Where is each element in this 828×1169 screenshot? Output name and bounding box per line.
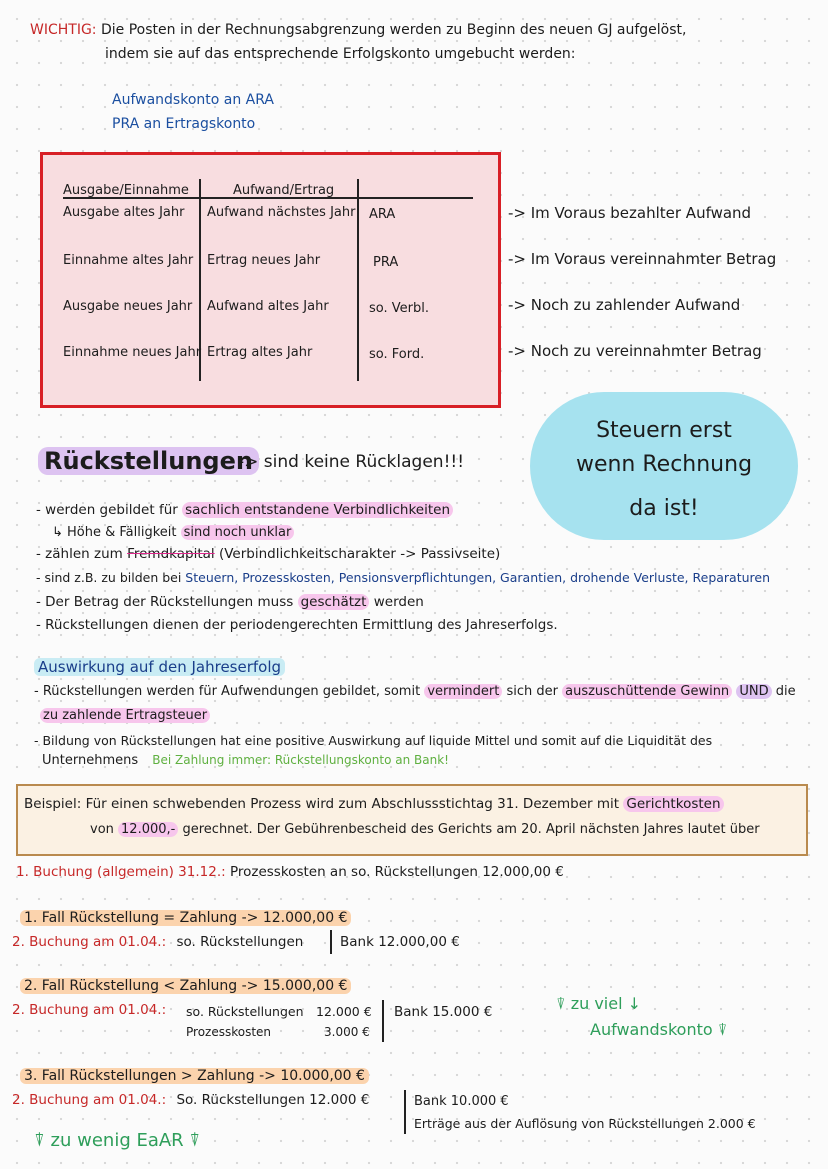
table-header-2: Aufwand/Ertrag (233, 183, 335, 198)
table-cell: Aufwand altes Jahr (207, 299, 329, 314)
row-note: -> Im Voraus vereinnahmter Betrag (508, 250, 777, 268)
cloud-line-2: wenn Rechnung (575, 452, 753, 477)
table-cell: ARA (369, 207, 396, 222)
case-title-text: 1. Fall Rückstellung = Zahlung -> 12.000,00 € (20, 910, 351, 926)
case-2-note-1 (556, 994, 641, 1014)
table-cell: so. Ford. (369, 347, 425, 362)
case-3-booking (12, 1092, 369, 1108)
booking-divider (330, 930, 332, 954)
important-line-2: indem sie auf das entsprechende Erfolgskonto umgebucht werden: (105, 46, 576, 62)
paragraph-text: sich der (506, 684, 558, 699)
highlight: 12.000,- (118, 822, 178, 837)
case-2-debit-1: so. Rückstellungen (186, 1004, 304, 1019)
example-text: gerechnet. Der Gebührenbescheid des Gerichts am 20. April nächsten Jahres lautet über (182, 822, 760, 837)
case-1-booking (12, 934, 303, 950)
effect-paragraph-2: - Bildung von Rückstellungen hat eine positive Auswirkung auf liquide Mittel und somit auf die Liquidität des (34, 733, 713, 748)
table-cell: Ertrag altes Jahr (207, 345, 313, 360)
bullet-3 (36, 570, 770, 585)
example-text: von (90, 822, 114, 837)
booking-label: 1. Buchung (allgemein) 31.12.: (16, 864, 226, 880)
table-cell: Einnahme neues Jahr (63, 345, 202, 360)
example-line-1 (24, 796, 724, 812)
bullet-text: werden (373, 594, 424, 610)
highlight: auszuschüttende Gewinn (562, 684, 732, 699)
case-3-credit-2: Erträge aus der Auflösung von Rückstellungen 2.000 € (414, 1116, 756, 1131)
table-cell: Einnahme altes Jahr (63, 253, 194, 268)
case-1-title (20, 910, 351, 926)
case-2-title (20, 978, 351, 994)
booking-debit: So. Rückstellungen 12.000 € (176, 1092, 370, 1108)
bullet-text: - Der Betrag der Rückstellungen muss (36, 594, 294, 610)
highlight: vermindert (424, 684, 502, 699)
effect-paragraph-1-cont (40, 708, 210, 723)
bullet-text: - zählen zum (36, 546, 123, 562)
table-cell: Ausgabe neues Jahr (63, 299, 193, 314)
booking-divider (404, 1090, 406, 1134)
case-2-debit-2: Prozesskosten (186, 1025, 272, 1039)
important-label: WICHTIG: (30, 22, 97, 38)
example-label: Beispiel: (24, 796, 82, 812)
case-2-note-2 (590, 1020, 727, 1040)
highlight: UND (736, 684, 771, 699)
paragraph-text: die (775, 684, 796, 699)
booking-label: 2. Buchung am 01.04.: (12, 1092, 167, 1108)
highlight: geschätzt (298, 594, 370, 610)
highlight: Gerichtkosten (623, 796, 723, 812)
highlight: zu zahlende Ertragsteuer (40, 708, 210, 723)
highlight: sind noch unklar (181, 525, 295, 540)
note-text: zu viel (570, 994, 623, 1013)
case-3-credit-1: Bank 10.000 € (414, 1094, 509, 1109)
table-cell: Aufwand nächstes Jahr (207, 205, 356, 220)
bullet-text: - werden gebildet für (36, 502, 178, 518)
section-title-text: Rückstellungen (38, 447, 259, 475)
row-note: -> Noch zu vereinnahmter Betrag (508, 342, 762, 360)
subsection-title (34, 658, 285, 676)
paragraph-text: Unternehmens (42, 753, 139, 768)
table-header-1: Ausgabe/Einnahme (63, 183, 189, 198)
booking-general (16, 864, 564, 880)
arrow-down-icon: ↓ (622, 994, 642, 1013)
bullet-4 (36, 594, 424, 610)
case-title-text: 3. Fall Rückstellungen > Zahlung -> 10.000,00 € (20, 1068, 369, 1084)
warning-icon: ⍒ (712, 1020, 728, 1039)
booking-debit: so. Rückstellungen (176, 934, 304, 950)
table-divider (357, 179, 359, 381)
bullet-2 (36, 546, 500, 562)
table-cell: Ausgabe altes Jahr (63, 205, 185, 220)
row-note: -> Im Voraus bezahlter Aufwand (508, 204, 752, 222)
row-note: -> Noch zu zahlender Aufwand (508, 296, 741, 314)
example-text: Für einen schwebenden Prozess wird zum Abschlussstichtag 31. Dezember mit (85, 796, 620, 812)
important-line-1: Die Posten in der Rechnungsabgrenzung werden zu Beginn des neuen GJ aufgelöst, (100, 22, 687, 38)
booking-text: Prozesskosten an so. Rückstellungen 12.000,00 € (229, 864, 564, 880)
booking-divider (382, 1000, 384, 1042)
important-note (30, 22, 686, 38)
case-title-text: 2. Fall Rückstellung < Zahlung -> 15.000,00 € (20, 978, 351, 994)
booking-rule-2: PRA an Ertragskonto (112, 116, 256, 132)
table-cell: so. Verbl. (369, 301, 429, 316)
booking-label: 2. Buchung am 01.04.: (12, 934, 167, 950)
case-2-debit-2-value: 3.000 € (324, 1025, 370, 1039)
case-3-note (34, 1130, 200, 1151)
bullet-5: - Rückstellungen dienen der periodengerechten Ermittlung des Jahreserfolgs. (36, 617, 558, 633)
bullet-1 (36, 502, 453, 518)
paragraph-text: - Rückstellungen werden für Aufwendungen gebildet, somit (34, 684, 421, 699)
effect-paragraph-1 (34, 684, 796, 699)
bullet-1-sub (52, 525, 294, 540)
accrual-table (40, 152, 501, 408)
effect-paragraph-2-cont (42, 753, 449, 768)
subsection-title-text: Auswirkung auf den Jahreserfolg (34, 658, 285, 676)
warning-icon: ⍒ (556, 994, 571, 1013)
table-cell: Ertrag neues Jahr (207, 253, 321, 268)
cloud-line-3: da ist! (629, 496, 699, 521)
example-box (16, 784, 808, 856)
example-line-2 (90, 822, 760, 837)
note-text: Aufwandskonto (590, 1020, 713, 1039)
booking-label: 2. Buchung am 01.04.: (12, 1002, 167, 1018)
bullet-text: (Verbindlichkeitscharakter -> Passivseite) (218, 546, 501, 562)
warning-icon: ⍒ (34, 1130, 51, 1151)
table-cell: PRA (373, 255, 399, 270)
bullet-text: - sind z.B. zu bilden bei (36, 570, 182, 585)
section-subtitle: -> sind keine Rücklagen!!! (238, 452, 465, 472)
warning-icon: ⍒ (183, 1130, 201, 1151)
case-2-debit-1-value: 12.000 € (316, 1004, 372, 1019)
cloud-line-1: Steuern erst (596, 418, 732, 443)
highlight: Fremdkapital (127, 546, 215, 562)
note-text: zu wenig EaAR (50, 1130, 184, 1151)
section-title (38, 447, 259, 475)
examples-list: Steuern, Prozesskosten, Pensionsverpflichtungen, Garantien, drohende Verluste, Reparaturen (185, 570, 771, 585)
highlight: sachlich entstandene Verbindlichkeiten (182, 502, 453, 518)
case-2-booking (12, 1002, 166, 1018)
case-2-credit: Bank 15.000 € (394, 1004, 493, 1020)
green-note: Bei Zahlung immer: Rückstellungskonto an Bank! (152, 753, 449, 767)
case-1-credit: Bank 12.000,00 € (340, 934, 460, 950)
bullet-text: ↳ Höhe & Fälligkeit (52, 525, 177, 540)
booking-rule-1: Aufwandskonto an ARA (112, 92, 274, 108)
case-3-title (20, 1068, 369, 1084)
